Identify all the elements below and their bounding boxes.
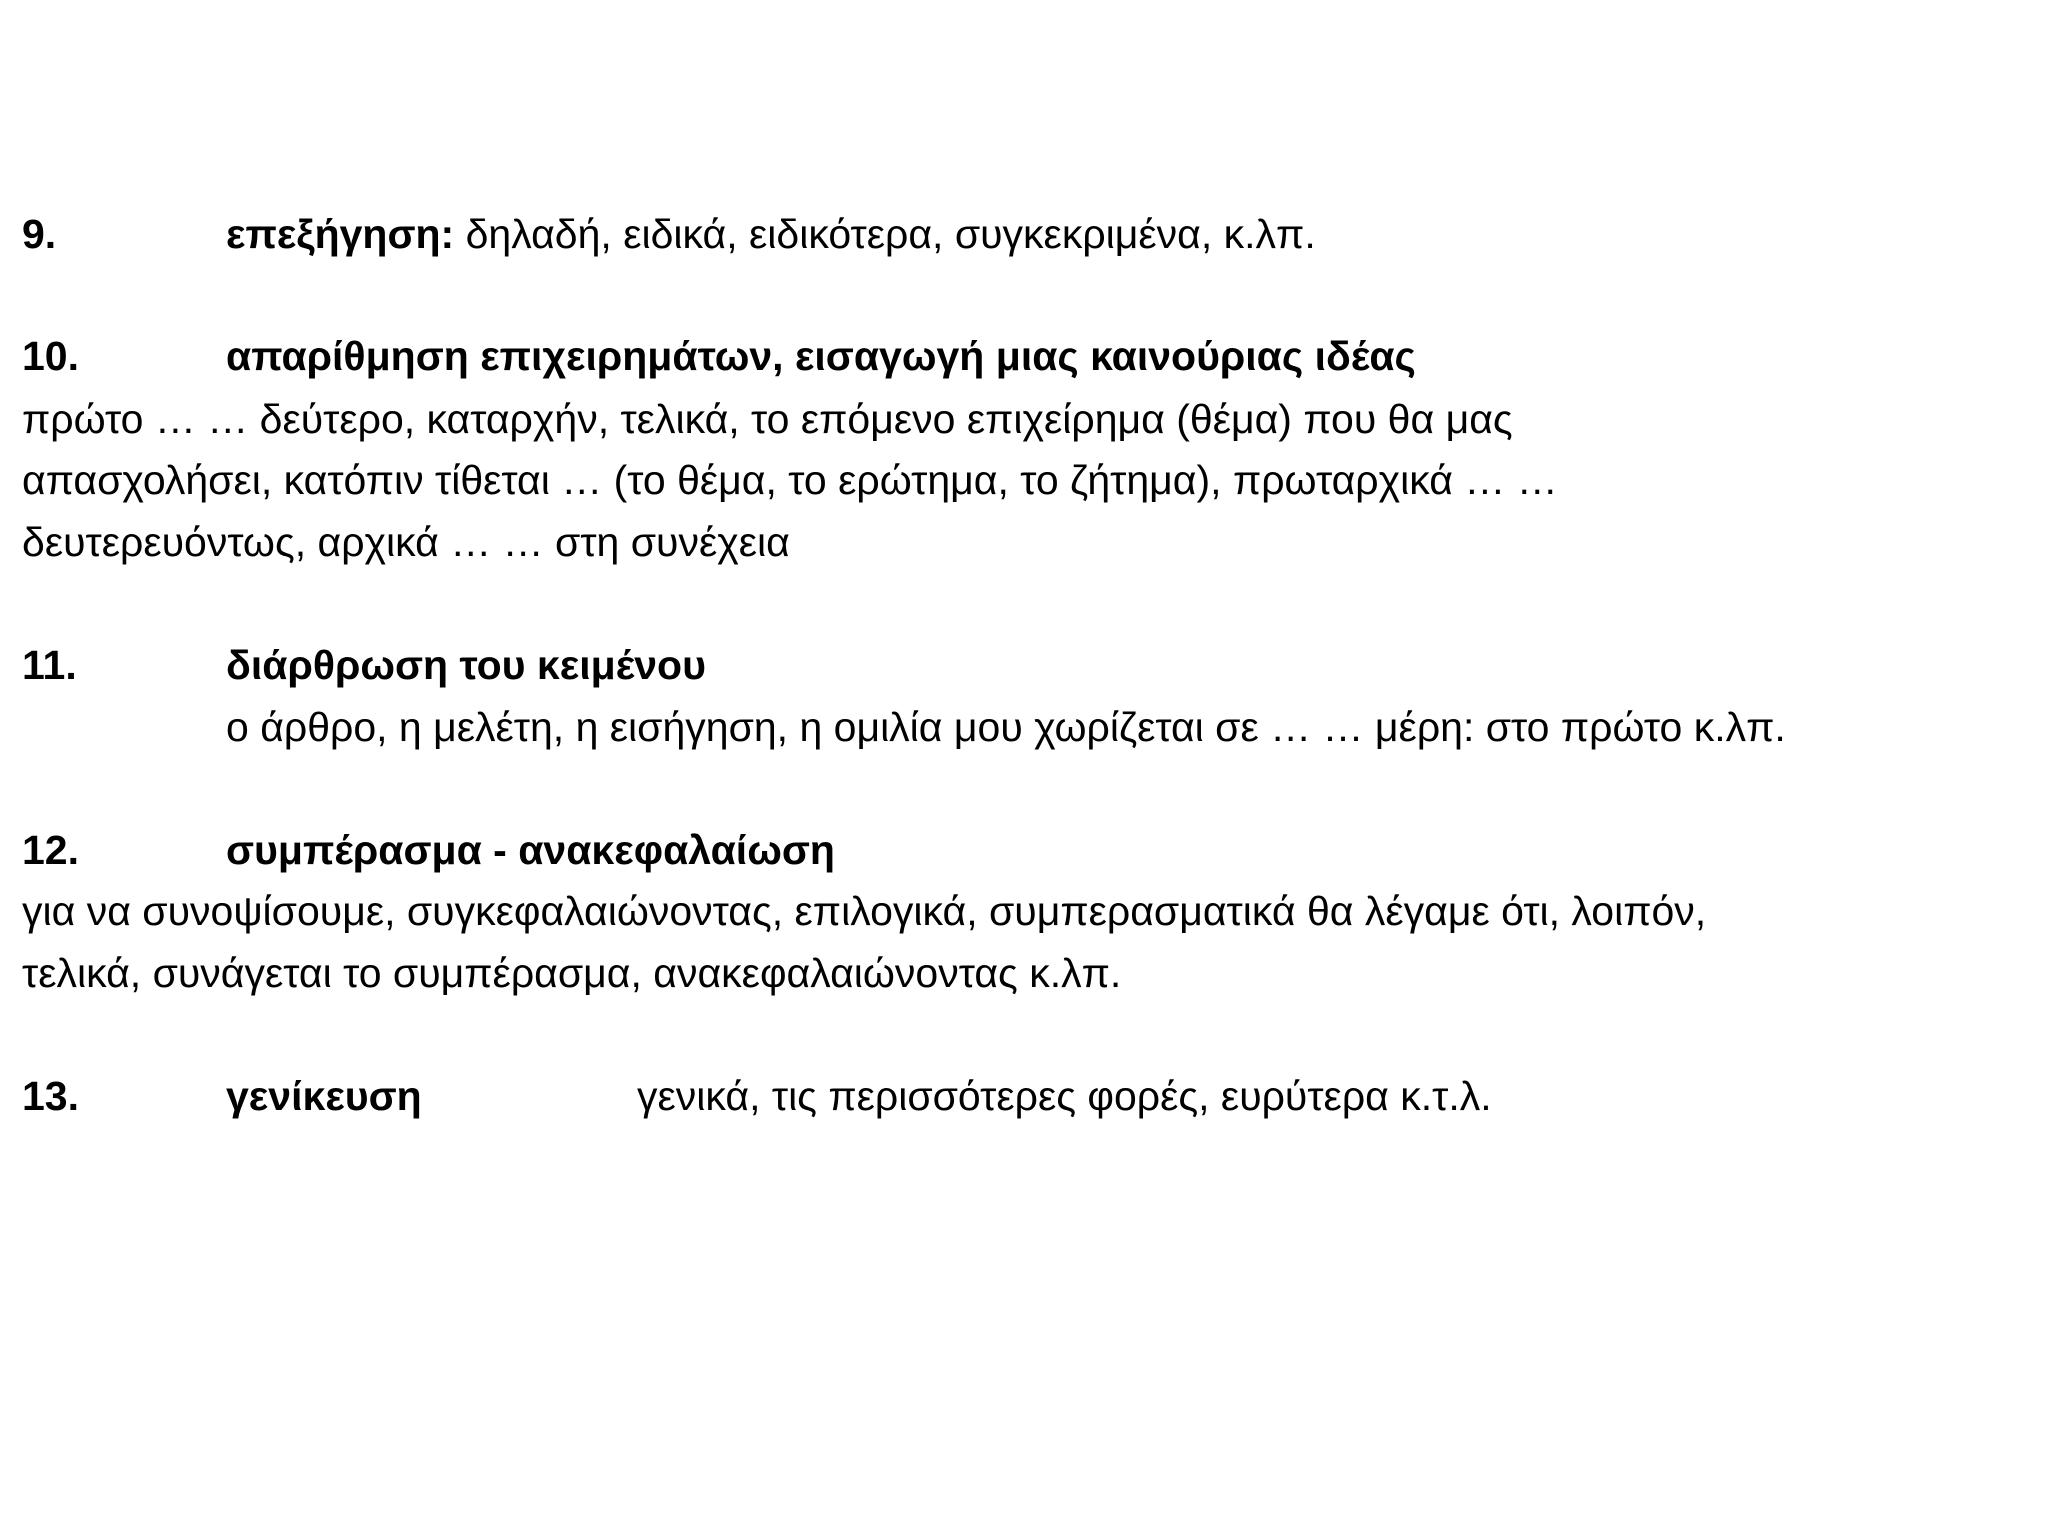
item-12-line-2: τελικά, συνάγεται το συμπέρασμα, ανακεφαλαιώνοντας κ.λπ. xyxy=(22,950,1122,996)
item-number-11: 11. xyxy=(22,642,77,688)
item-13-text: γενικά, τις περισσότερες φορές, ευρύτερα κ.τ.λ. xyxy=(637,1073,1492,1119)
item-9-text: δηλαδή, ειδικά, ειδικότερα, συγκεκριμένα, κ.λπ. xyxy=(454,211,1316,257)
item-10-line-2: απασχολήσει, κατόπιν τίθεται … (το θέμα, το ερώτημα, το ζήτημα), πρωταρχικά … … xyxy=(22,457,1558,503)
item-10-line-3: δευτερευόντως, αρχικά … … στη συνέχεια xyxy=(22,519,790,565)
item-number-13: 13. xyxy=(22,1073,79,1119)
item-number-12: 12. xyxy=(22,827,79,873)
item-number-9: 9. xyxy=(22,211,57,257)
item-number-10: 10. xyxy=(22,333,79,379)
item-10-heading: απαρίθμηση επιχειρημάτων, εισαγωγή μιας καινούριας ιδέας xyxy=(226,333,1416,379)
item-10-line-1: πρώτο … … δεύτερο, καταρχήν, τελικά, το επόμενο επιχείρημα (θέμα) που θα μας xyxy=(22,396,1513,442)
item-12-heading: συμπέρασμα - ανακεφαλαίωση xyxy=(226,827,835,873)
item-9-heading: επεξήγηση: xyxy=(226,211,455,257)
item-11-heading: διάρθρωση του κειμένου xyxy=(226,642,706,688)
item-11-line-1: ο άρθρο, η μελέτη, η εισήγηση, η ομιλία μου χωρίζεται σε … … μέρη: στο πρώτο κ.λπ. xyxy=(226,704,1786,750)
item-9-heading-line xyxy=(226,209,1316,259)
item-13-heading: γενίκευση xyxy=(226,1073,422,1119)
item-12-line-1: για να συνοψίσουμε, συγκεφαλαιώνοντας, επιλογικά, συμπερασματικά θα λέγαμε ότι, λοιπόν, xyxy=(22,888,1707,934)
